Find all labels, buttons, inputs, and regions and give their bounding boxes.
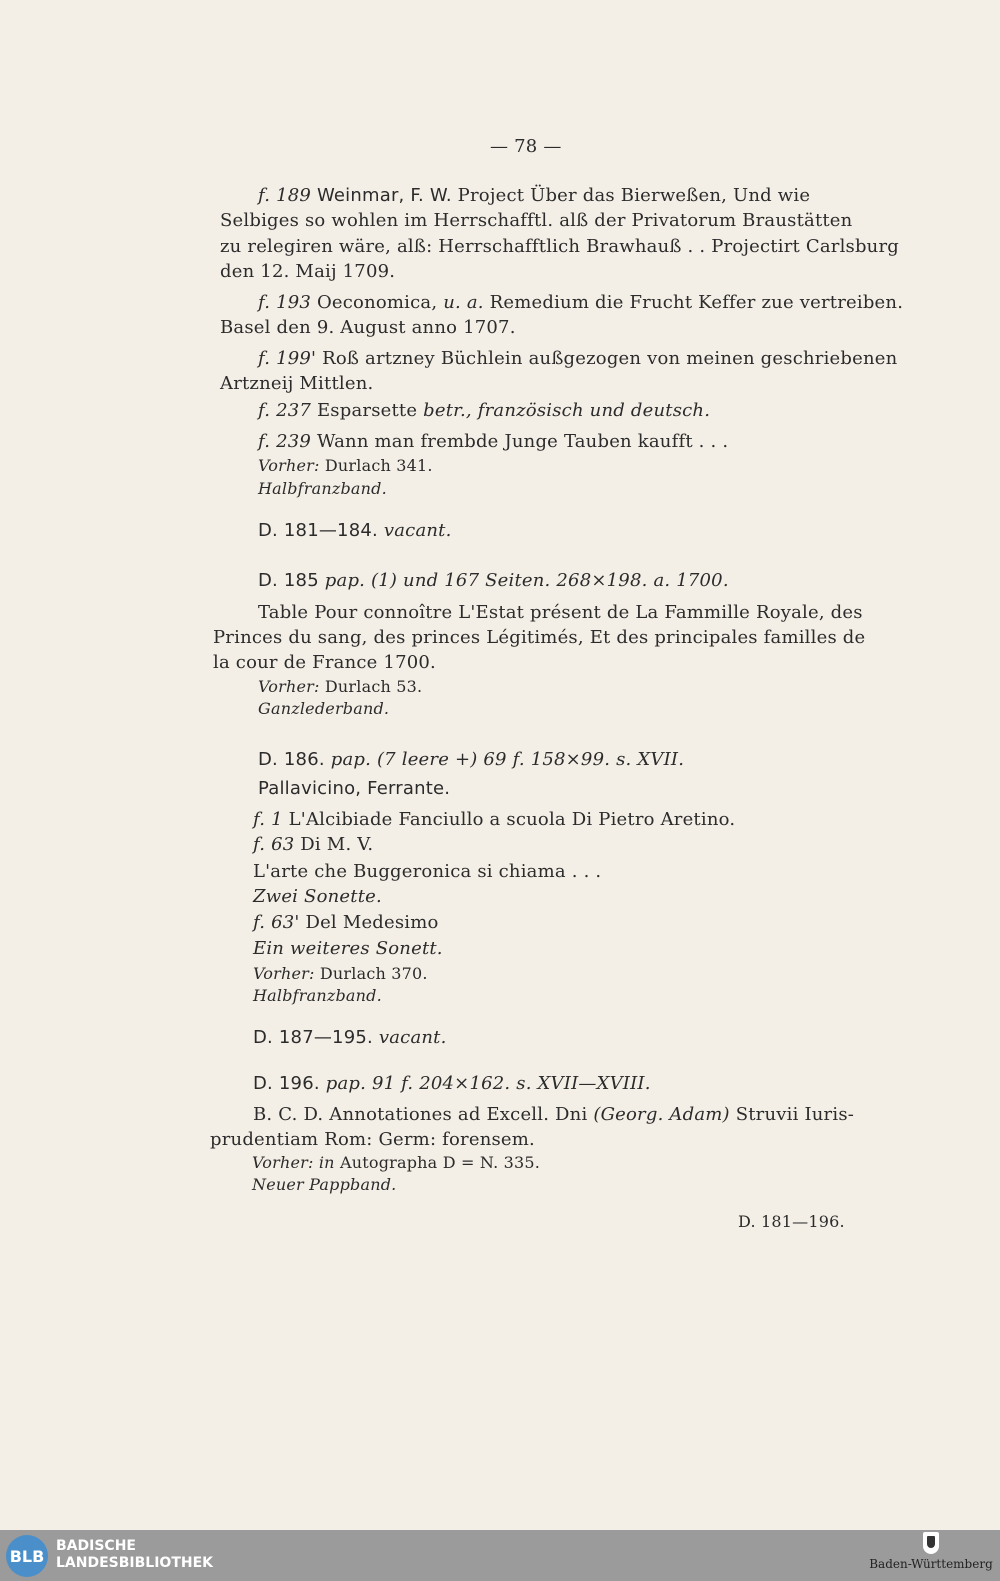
- physical-description: pap. (7 leere +) 69 f. 158×99. s. XVII.: [330, 749, 685, 770]
- d186-f1: [253, 809, 735, 830]
- folio-ref: f. 63': [253, 912, 300, 933]
- state-name: Baden-Württemberg: [869, 1557, 993, 1571]
- blb-logo[interactable]: BLB: [6, 1535, 48, 1577]
- library-name-line-1: BADISCHE: [56, 1538, 136, 1554]
- physical-description: pap. (1) und 167 Seiten. 268×198. a. 1700.: [324, 570, 729, 591]
- folio-ref: f. 63: [253, 834, 295, 855]
- shelfmark: D. 181—184.: [258, 520, 378, 541]
- entry-abbrev: u. a.: [443, 292, 484, 313]
- shelfmark-status: vacant.: [383, 520, 452, 541]
- entry-text: Wann man frembde Junge Tauben kaufft . . .: [316, 431, 729, 452]
- shelfmark: D. 186.: [258, 749, 325, 770]
- shelfmark: D. 185: [258, 570, 319, 591]
- entry-title: Oeconomica,: [316, 292, 438, 313]
- binding: Ganzlederband.: [258, 699, 390, 718]
- entry-237: [258, 400, 710, 421]
- d186-incipit: L'arte che Buggeronica si chiama . . .: [253, 861, 602, 882]
- entry-text: Di M. V.: [300, 834, 374, 855]
- entry-text: L'Alcibiade Fanciullo a scuola Di Pietro Aretino.: [288, 809, 736, 830]
- d186-f63: [253, 834, 373, 855]
- library-footer-bar: [0, 1530, 1000, 1581]
- title-name: (Georg. Adam): [593, 1104, 730, 1125]
- entry-199-line-2: Artzneij Mittlen.: [220, 373, 374, 394]
- d196-title-line-2: prudentiam Rom: Germ: forensem.: [210, 1129, 535, 1150]
- entry-189-line-2: Selbiges so wohlen im Herrschafftl. alß der Privatorum Braustätten: [220, 210, 853, 231]
- entry-189-line-1: [258, 185, 810, 206]
- entry-text: Project Über das Bierweßen, Und wie: [457, 185, 811, 206]
- binding: Halbfranzband.: [253, 986, 382, 1005]
- entry-text: Del Medesimo: [305, 912, 439, 933]
- library-name[interactable]: [56, 1538, 213, 1572]
- entry-189-line-3: zu relegiren wäre, alß: Herrschafftlich Brawhauß . . Projectirt Carlsburg: [220, 236, 900, 257]
- folio-ref: f. 189: [258, 185, 312, 206]
- folio-ref: f. 1: [253, 809, 283, 830]
- provenance-label: Vorher:: [258, 456, 320, 475]
- d196-title-line-1: [253, 1104, 854, 1125]
- folio-ref: f. 199': [258, 348, 317, 369]
- binding: Halbfranzband.: [258, 479, 387, 498]
- entry-text: Remedium die Frucht Keffer zue vertreiben.: [489, 292, 904, 313]
- entry-text: Roß artzney Büchlein außgezogen von meinen geschriebenen: [322, 348, 898, 369]
- shelfmark: D. 196.: [253, 1073, 320, 1094]
- title-text: Table Pour connoître L'Estat présent de La Fammille Royale, des: [258, 602, 863, 623]
- entry-193-line-2: Basel den 9. August anno 1707.: [220, 317, 516, 338]
- entry-189-line-4: den 12. Maij 1709.: [220, 261, 396, 282]
- entry-text: Esparsette: [316, 400, 418, 421]
- shelfmark-d196: [253, 1073, 651, 1094]
- provenance-label: Vorher:: [258, 677, 320, 696]
- shelfmark-d186: [258, 749, 684, 770]
- entry-199-line-1: [258, 348, 897, 369]
- shelfmark: D. 187—195.: [253, 1027, 373, 1048]
- provenance-text: Durlach 341.: [324, 456, 433, 475]
- d185-title-line-3: la cour de France 1700.: [213, 652, 436, 673]
- entry-239: [258, 431, 728, 452]
- folio-ref: f. 237: [258, 400, 312, 421]
- folio-ref: f. 239: [258, 431, 312, 452]
- coat-of-arms-icon: [923, 1532, 939, 1554]
- title-text: B. C. D. Annotationes ad Excell. Dni: [253, 1104, 588, 1125]
- provenance-text: Durlach 53.: [324, 677, 423, 696]
- d186-note-sonette: Zwei Sonette.: [253, 886, 382, 907]
- d186-f63b: [253, 912, 439, 933]
- page-range-footer: D. 181—196.: [738, 1212, 845, 1231]
- provenance: [253, 964, 428, 983]
- d185-title-line-2: Princes du sang, des princes Légitimés, Et des principales familles de: [213, 627, 866, 648]
- provenance-text: Durlach 370.: [319, 964, 428, 983]
- provenance: [258, 677, 422, 696]
- title-text: Struvii Iuris-: [735, 1104, 855, 1125]
- provenance-label: Vorher:: [253, 964, 315, 983]
- d186-note-sonett: Ein weiteres Sonett.: [253, 938, 443, 959]
- shelfmark-d187: [253, 1027, 447, 1048]
- binding: Neuer Pappband.: [252, 1175, 397, 1194]
- shelfmark-d185: [258, 570, 729, 591]
- entry-193-line-1: [258, 292, 903, 313]
- shelfmark-d181: [258, 520, 452, 541]
- provenance-label: Vorher: in: [252, 1153, 335, 1172]
- provenance: [252, 1153, 540, 1172]
- d185-title-line-1: [258, 602, 863, 623]
- author-name: Pallavicino, Ferrante.: [258, 778, 451, 799]
- folio-ref: f. 193: [258, 292, 312, 313]
- shelfmark-status: vacant.: [378, 1027, 447, 1048]
- page-number: — 78 —: [490, 136, 562, 157]
- physical-description: pap. 91 f. 204×162. s. XVII—XVIII.: [325, 1073, 651, 1094]
- library-name-line-2: LANDESBIBLIOTHEK: [56, 1555, 214, 1571]
- entry-note: betr., französisch und deutsch.: [423, 400, 711, 421]
- provenance-text: Autographa D = N. 335.: [339, 1153, 541, 1172]
- provenance: [258, 456, 433, 475]
- state-logo[interactable]: [866, 1532, 996, 1571]
- author-name: Weinmar, F. W.: [316, 185, 452, 206]
